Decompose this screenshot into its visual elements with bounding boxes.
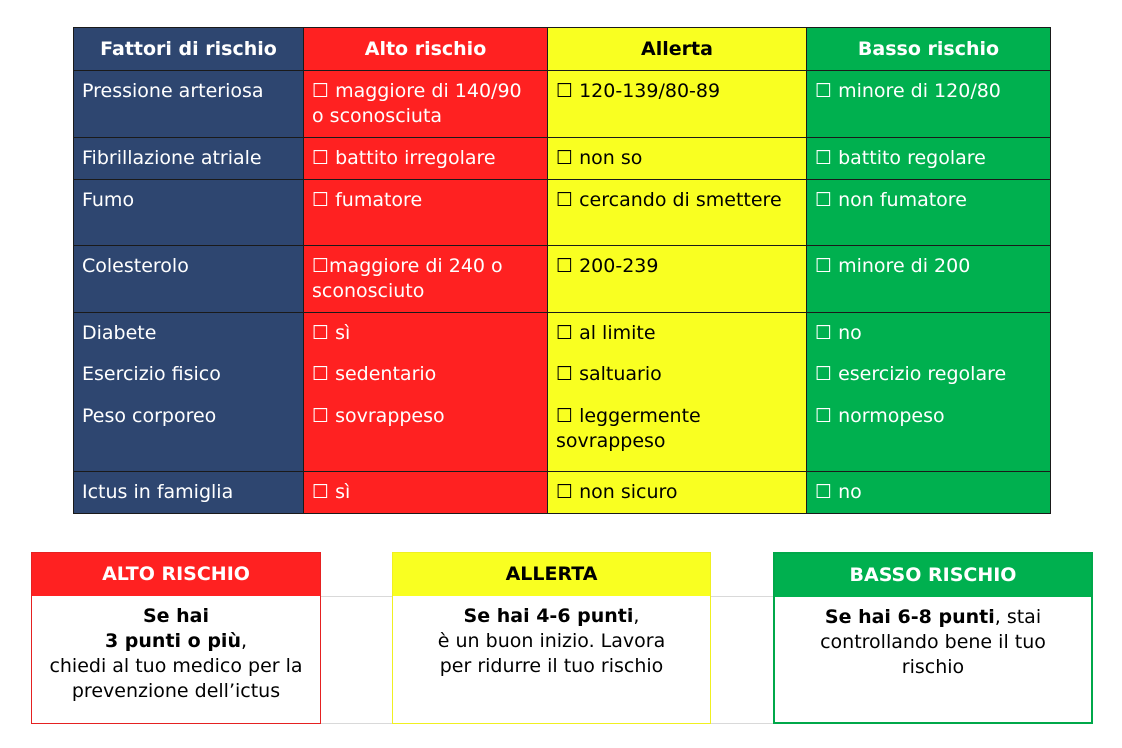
summary-low-risk: [773, 552, 1093, 724]
option-label: esercizio regolare: [838, 363, 1007, 385]
high-risk-option[interactable]: [304, 246, 548, 313]
option-label: no: [838, 480, 862, 503]
option-label: sedentario: [335, 363, 437, 385]
header-alert: Allerta: [548, 28, 807, 71]
option-label: al limite: [579, 322, 656, 344]
checkbox-icon[interactable]: ☐: [556, 405, 574, 427]
alert-option[interactable]: [548, 313, 807, 355]
row-factor: Fumo: [74, 180, 304, 246]
option-label: maggiore di 240 o sconosciuto: [312, 255, 503, 302]
checkbox-icon[interactable]: ☐: [556, 147, 574, 169]
checkbox-icon[interactable]: ☐: [815, 80, 833, 102]
high-risk-option[interactable]: [304, 180, 548, 246]
checkbox-icon[interactable]: ☐: [312, 189, 330, 211]
divider: [711, 596, 773, 597]
option-label: 120-139/80-89: [579, 80, 721, 102]
low-risk-option[interactable]: [807, 471, 1051, 513]
high-risk-option[interactable]: [304, 313, 548, 355]
table-row: [74, 313, 1051, 355]
risk-factors-table: [73, 27, 1051, 514]
checkbox-icon[interactable]: ☐: [312, 405, 330, 427]
option-label: fumatore: [335, 189, 423, 211]
checkbox-icon[interactable]: ☐: [556, 363, 574, 385]
option-label: sì: [335, 322, 351, 344]
low-risk-option[interactable]: [807, 138, 1051, 180]
high-risk-option[interactable]: [304, 471, 548, 513]
low-risk-option[interactable]: [807, 246, 1051, 313]
option-label: battito irregolare: [335, 147, 496, 169]
checkbox-icon[interactable]: ☐: [312, 147, 330, 169]
summary-high-risk-title: ALTO RISCHIO: [32, 553, 320, 596]
summary-alert-body: è un buon inizio. Lavora per ridurre il tuo rischio: [437, 630, 666, 677]
checkbox-icon[interactable]: ☐: [312, 322, 330, 344]
summary-low-risk-text: [775, 597, 1091, 680]
high-risk-option[interactable]: [304, 138, 548, 180]
row-factor: Diabete: [74, 313, 304, 355]
summary-high-line2: 3 punti o più: [104, 630, 241, 652]
option-label: 200-239: [579, 255, 659, 277]
alert-option[interactable]: [548, 471, 807, 513]
option-label: saltuario: [579, 363, 662, 385]
summary-high-line2-suffix: ,: [240, 630, 248, 652]
table-header-row: [74, 28, 1051, 71]
row-factor: Ictus in famiglia: [74, 471, 304, 513]
alert-option[interactable]: [548, 246, 807, 313]
table-row: [74, 71, 1051, 138]
summary-high-line3: chiedi al tuo medico per la prevenzione dell’ictus: [49, 655, 303, 702]
low-risk-option[interactable]: [807, 313, 1051, 355]
divider: [321, 723, 392, 724]
option-label: leggermente sovrappeso: [556, 405, 701, 452]
row-factor: Colesterolo: [74, 246, 304, 313]
option-label: minore di 200: [838, 255, 971, 277]
checkbox-icon[interactable]: ☐: [815, 480, 833, 503]
header-factor: Fattori di rischio: [74, 28, 304, 71]
checkbox-icon[interactable]: ☐: [556, 322, 574, 344]
divider: [321, 596, 392, 597]
high-risk-option[interactable]: [304, 71, 548, 138]
alert-option[interactable]: [548, 180, 807, 246]
checkbox-icon[interactable]: ☐: [815, 363, 833, 385]
summary-high-risk: [31, 552, 321, 724]
checkbox-icon[interactable]: ☐: [312, 80, 330, 102]
option-label: battito regolare: [838, 147, 986, 169]
checkbox-icon[interactable]: ☐: [556, 480, 574, 503]
table-row: [74, 396, 1051, 471]
checkbox-icon[interactable]: ☐: [815, 322, 833, 344]
option-label: non fumatore: [838, 189, 967, 211]
summary-alert: [392, 552, 711, 724]
option-label: sì: [335, 480, 351, 503]
low-risk-option[interactable]: [807, 354, 1051, 396]
summary-low-risk-title: BASSO RISCHIO: [775, 554, 1091, 597]
table-row: [74, 138, 1051, 180]
option-label: sovrappeso: [335, 405, 445, 427]
checkbox-icon[interactable]: ☐: [815, 405, 833, 427]
row-factor: Peso corporeo: [74, 396, 304, 471]
alert-option[interactable]: [548, 354, 807, 396]
summary-alert-text: [393, 596, 710, 679]
alert-option[interactable]: [548, 138, 807, 180]
divider: [711, 723, 773, 724]
summary-low-bold: Se hai 6-8 punti: [824, 606, 995, 628]
high-risk-option[interactable]: [304, 396, 548, 471]
checkbox-icon[interactable]: ☐: [312, 255, 330, 277]
low-risk-option[interactable]: [807, 71, 1051, 138]
table-row: [74, 246, 1051, 313]
table-row: [74, 180, 1051, 246]
summary-alert-title: ALLERTA: [393, 553, 710, 596]
summary-high-risk-text: [32, 596, 320, 704]
row-factor: Pressione arteriosa: [74, 71, 304, 138]
checkbox-icon[interactable]: ☐: [815, 147, 833, 169]
table-row: [74, 471, 1051, 513]
summary-low-body: , stai controllando bene il tuo rischio: [820, 606, 1046, 678]
checkbox-icon[interactable]: ☐: [556, 80, 574, 102]
checkbox-icon[interactable]: ☐: [556, 255, 574, 277]
option-label: normopeso: [838, 405, 945, 427]
header-high-risk: Alto rischio: [304, 28, 548, 71]
alert-option[interactable]: [548, 396, 807, 471]
checkbox-icon[interactable]: ☐: [815, 255, 833, 277]
row-factor: Fibrillazione atriale: [74, 138, 304, 180]
summary-alert-bold: Se hai 4-6 punti: [463, 605, 634, 627]
summary-high-line1: Se hai: [142, 605, 210, 627]
option-label: no: [838, 322, 862, 344]
checkbox-icon[interactable]: ☐: [556, 189, 574, 211]
checkbox-icon[interactable]: ☐: [312, 363, 330, 385]
table-row: [74, 354, 1051, 396]
high-risk-option[interactable]: [304, 354, 548, 396]
summary-alert-bold-suffix: ,: [633, 605, 640, 627]
checkbox-icon[interactable]: ☐: [312, 480, 330, 503]
option-label: cercando di smettere: [579, 189, 782, 211]
low-risk-option[interactable]: [807, 180, 1051, 246]
header-low-risk: Basso rischio: [807, 28, 1051, 71]
alert-option[interactable]: [548, 71, 807, 138]
option-label: non so: [579, 147, 643, 169]
low-risk-option[interactable]: [807, 396, 1051, 471]
option-label: maggiore di 140/90 o sconosciuta: [312, 80, 522, 127]
row-factor: Esercizio fisico: [74, 354, 304, 396]
checkbox-icon[interactable]: ☐: [815, 189, 833, 211]
option-label: minore di 120/80: [838, 80, 1001, 102]
option-label: non sicuro: [579, 480, 678, 503]
